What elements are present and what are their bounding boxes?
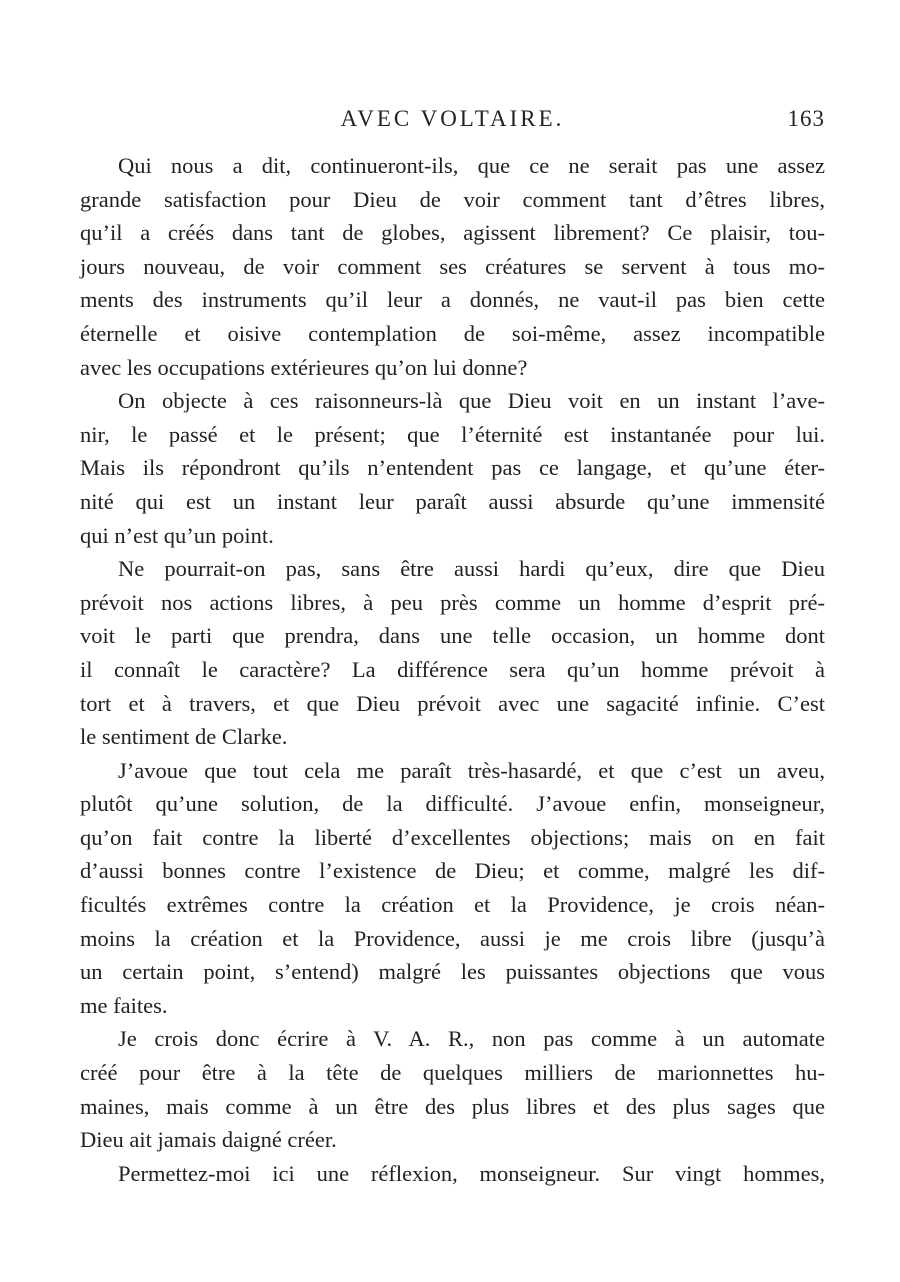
text-line: On objecte à ces raisonneurs-là que Dieu voit en un instant l’ave- (118, 388, 825, 414)
text-line: Dieu ait jamais daigné créer. (80, 1127, 337, 1153)
text-line: moins la création et la Providence, aussi je me crois libre (jusqu’à (80, 925, 825, 951)
text-line: Mais ils répondront qu’ils n’entendent pas ce langage, et qu’une éter- (80, 455, 825, 481)
text-line: Je crois donc écrire à V. A. R., non pas comme à un automate (118, 1026, 825, 1052)
text-line: qui n’est qu’un point. (80, 522, 274, 548)
text-line: plutôt qu’une solution, de la difficulté. J’avoue enfin, monseigneur, (80, 791, 825, 817)
paragraph (80, 384, 825, 552)
text-line: prévoit nos actions libres, à peu près comme un homme d’esprit pré- (80, 589, 825, 615)
text-line: jours nouveau, de voir comment ses créatures se servent à tous mo- (80, 253, 825, 279)
text-line: qu’on fait contre la liberté d’excellentes objections; mais on en fait (80, 824, 825, 850)
text-line: Permettez-moi ici une réflexion, monseigneur. Sur vingt hommes, (118, 1160, 825, 1186)
page-number: 163 (787, 106, 825, 131)
text-line: créé pour être à la tête de quelques milliers de marionnettes hu- (80, 1060, 825, 1086)
text-line: tort et à travers, et que Dieu prévoit avec une sagacité infinie. C’est (80, 690, 825, 716)
text-line: nité qui est un instant leur paraît aussi absurde qu’une immensité (80, 488, 825, 514)
text-line: ments des instruments qu’il leur a donnés, ne vaut-il pas bien cette (80, 287, 825, 313)
running-header (80, 106, 825, 140)
text-line: nir, le passé et le présent; que l’éternité est instantanée pour lui. (80, 421, 825, 447)
text-line: il connaît le caractère? La différence sera qu’un homme prévoit à (80, 656, 825, 682)
text-line: Ne pourrait-on pas, sans être aussi hardi qu’eux, dire que Dieu (118, 556, 825, 582)
text-line: éternelle et oisive contemplation de soi-même, assez incompatible (80, 320, 825, 346)
text-line: qu’il a créés dans tant de globes, agissent librement? Ce plaisir, tou- (80, 220, 825, 246)
paragraph (80, 754, 825, 1023)
text-line: Qui nous a dit, continueront-ils, que ce ne serait pas une assez (118, 153, 825, 178)
paragraph (80, 552, 825, 754)
paragraph (80, 1022, 825, 1156)
text-line: grande satisfaction pour Dieu de voir comment tant d’êtres libres, (80, 186, 825, 212)
text-line: J’avoue que tout cela me paraît très-hasardé, et que c’est un aveu, (118, 757, 825, 783)
text-line: ficultés extrêmes contre la création et la Providence, je crois néan- (80, 892, 825, 918)
text-line: avec les occupations extérieures qu’on lui donne? (80, 354, 528, 380)
paragraph (80, 149, 825, 384)
text-line: un certain point, s’entend) malgré les puissantes objections que vous (80, 959, 825, 985)
body-text (80, 149, 825, 1190)
paragraph (80, 1157, 825, 1191)
text-line: d’aussi bonnes contre l’existence de Dieu; et comme, malgré les dif- (80, 858, 825, 884)
text-line: le sentiment de Clarke. (80, 724, 288, 750)
running-title: AVEC VOLTAIRE. (340, 106, 565, 131)
text-line: maines, mais comme à un être des plus libres et des plus sages que (80, 1093, 825, 1119)
text-line: me faites. (80, 992, 168, 1018)
text-line: voit le parti que prendra, dans une telle occasion, un homme dont (80, 623, 825, 649)
